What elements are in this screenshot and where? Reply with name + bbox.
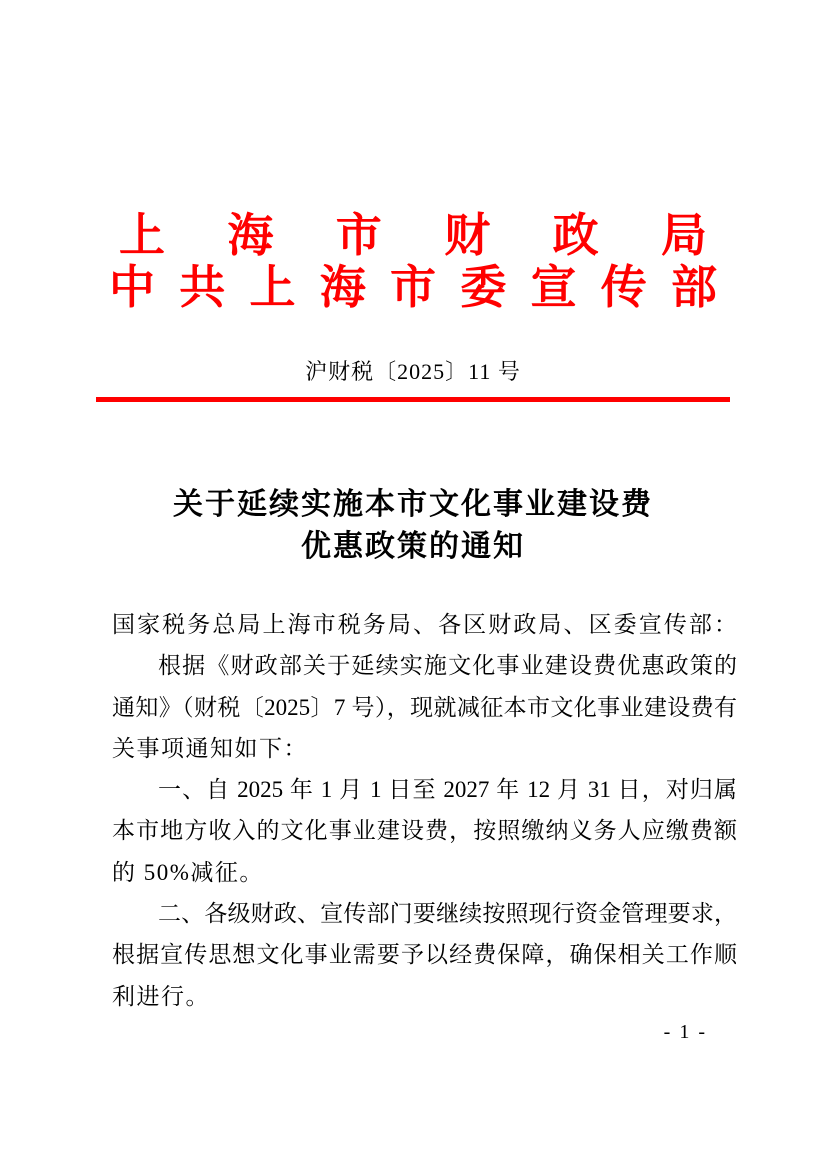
body-line: 根据《财政部关于延续实施文化事业建设费优惠政策的 — [158, 653, 737, 679]
body-line: 根据宣传思想文化事业需要予以经费保障，确保相关工作顺 — [112, 942, 737, 968]
document-number: 沪财税〔2025〕11 号 — [305, 359, 521, 384]
body-line: 利进行。 — [112, 983, 210, 1009]
red-divider-line — [96, 397, 730, 402]
body-line: 通知》（财税〔2025〕7 号），现就减征本市文化事业建设费有 — [112, 694, 737, 720]
body-line: 的 50%减征。 — [112, 859, 264, 885]
page-number: - 1 - — [663, 1021, 707, 1043]
body-line: 关事项通知如下： — [112, 735, 308, 761]
agency-name-line2: 中共上海市委宣传部 — [109, 262, 717, 313]
title-line-1: 关于延续实施本市文化事业建设费 — [173, 488, 653, 521]
body-line: 二、各级财政、宣传部门要继续按照现行资金管理要求， — [158, 901, 737, 927]
letterhead — [0, 210, 826, 314]
body-line: 本市地方收入的文化事业建设费，按照缴纳义务人应缴费额 — [112, 818, 737, 844]
document-title — [0, 484, 826, 568]
title-line-2: 优惠政策的通知 — [301, 530, 525, 563]
body-line: 一、自 2025 年 1 月 1 日至 2027 年 12 月 31 日，对归属 — [158, 777, 737, 803]
body-line-salutation: 国家税务总局上海市税务局、各区财政局、区委宣传部： — [112, 612, 737, 637]
agency-name-line1: 上海市财政局 — [119, 210, 707, 261]
document-body — [112, 604, 737, 1017]
